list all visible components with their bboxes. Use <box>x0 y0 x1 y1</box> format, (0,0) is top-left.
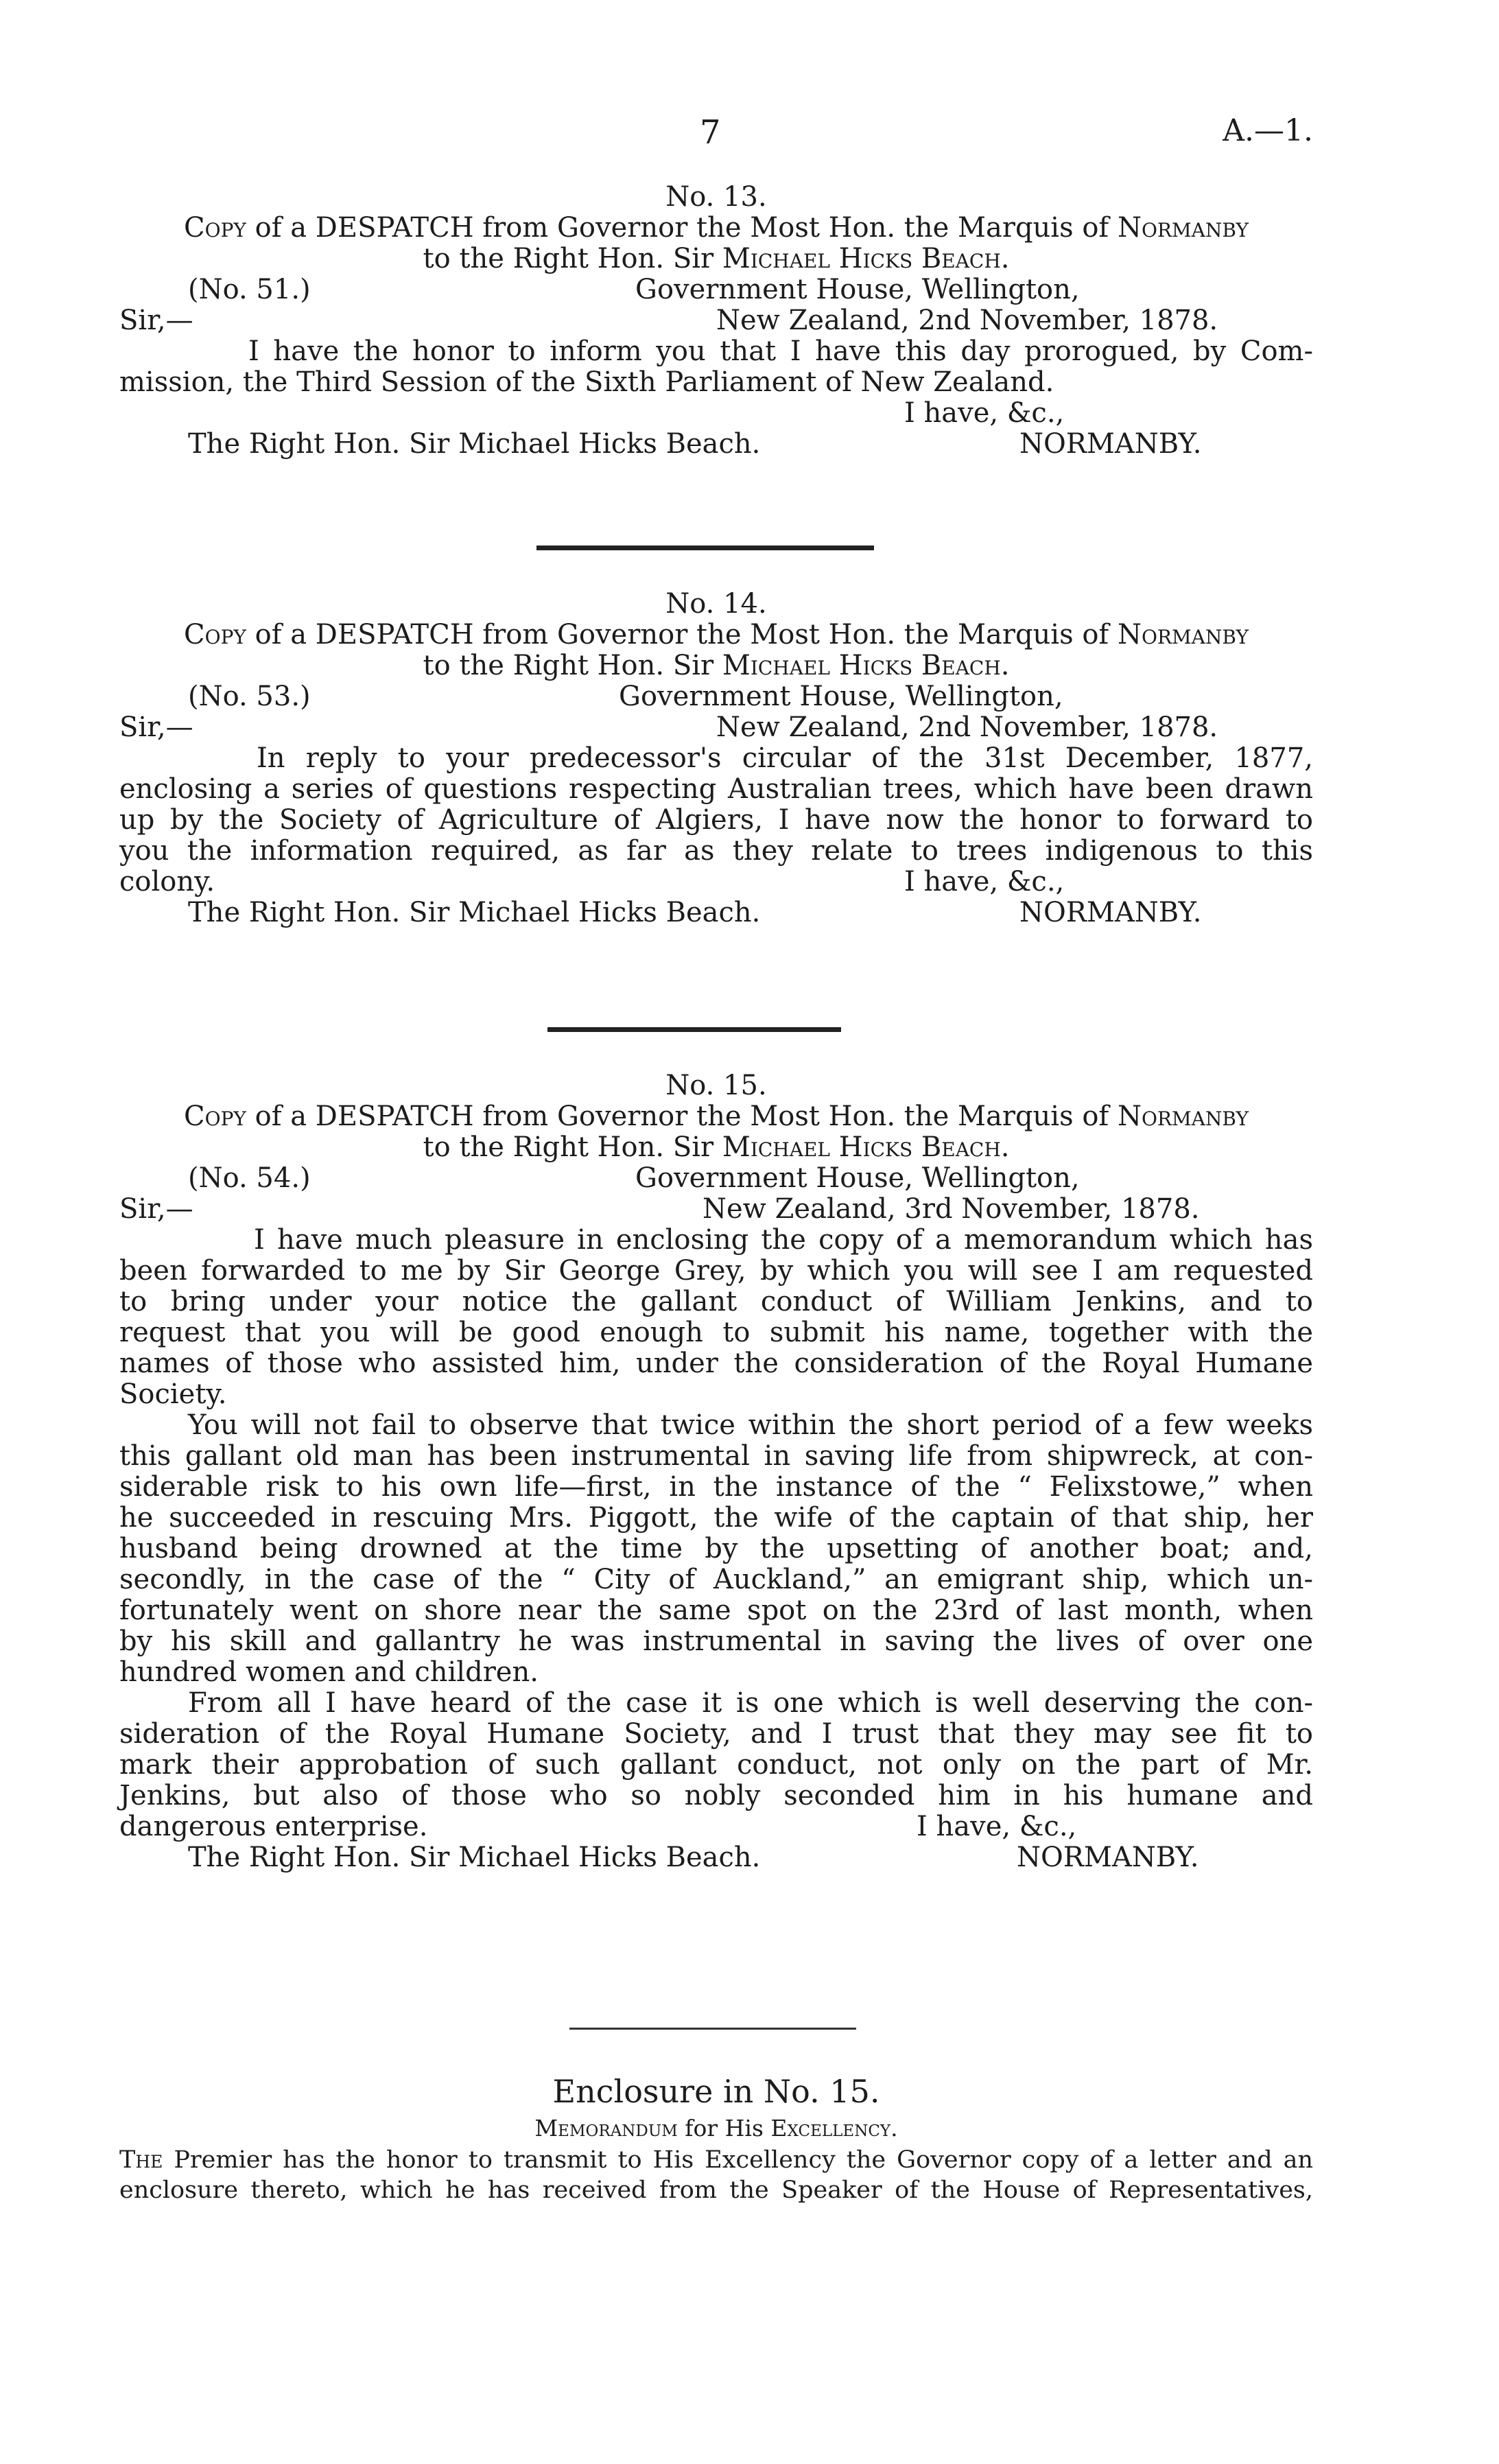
body-line: secondly, in the case of the “ City of Auckland,” an emigrant ship, which un- <box>119 1564 1313 1595</box>
salutation-line <box>119 305 1313 336</box>
section-divider <box>547 1027 841 1032</box>
signature-line <box>119 1842 1313 1873</box>
despatch-number: No. 15. <box>665 1070 767 1101</box>
body-line: Jenkins, but also of those who so nobly seconded him in his humane and <box>119 1780 1313 1811</box>
salutation: Sir,— <box>119 305 193 336</box>
reference-line <box>119 1163 1313 1194</box>
signature-line <box>119 897 1313 928</box>
signature-line <box>119 429 1313 460</box>
body-last-line: colony. <box>119 866 215 897</box>
memorandum-heading: Memorandum for His Excellency. <box>534 2115 898 2142</box>
closing: I have, &c., <box>904 866 1065 897</box>
body-line: husband being drowned at the time by the upsetting of another boat; and, <box>119 1533 1313 1564</box>
closing-line <box>119 398 1313 429</box>
body-line: by his skill and gallantry he was instrumental in saving the lives of over one <box>119 1626 1313 1657</box>
despatch-ref: (No. 54.) <box>188 1162 311 1194</box>
address-line1: Government House, Wellington, <box>635 1162 1080 1194</box>
body-line: been forwarded to me by Sir George Grey, by which you will see I am requested <box>119 1255 1313 1287</box>
body-line: request that you will be good enough to submit his name, together with the <box>119 1317 1313 1348</box>
despatch-title: Copy of a DESPATCH from Governor the Most Hon. the Marquis of Normanby <box>184 212 1249 244</box>
closing-line <box>119 867 1313 897</box>
despatch-13 <box>119 182 1313 460</box>
despatch-title-line2: to the Right Hon. Sir Michael Hicks Beach. <box>423 243 1010 274</box>
addressee: The Right Hon. Sir Michael Hicks Beach. <box>188 1842 761 1873</box>
memorandum-line: enclosure thereto, which he has received from the Speaker of the House of Representatives, <box>119 2176 1313 2204</box>
body-line: Society. <box>119 1378 227 1410</box>
closing: I have, &c., <box>904 397 1065 429</box>
body-line: You will not fail to observe that twice within the short period of a few weeks <box>188 1409 1313 1441</box>
enclosure <box>119 2071 1313 2205</box>
enclosure-title: Enclosure in No. 15. <box>552 2073 880 2110</box>
body-line: this gallant old man has been instrumental in saving life from shipwreck, at con- <box>119 1440 1313 1472</box>
signature: NORMANBY. <box>1019 897 1202 928</box>
address-line2: New Zealand, 2nd November, 1878. <box>716 305 1218 336</box>
addressee: The Right Hon. Sir Michael Hicks Beach. <box>188 428 761 460</box>
despatch-title: Copy of a DESPATCH from Governor the Most Hon. the Marquis of Normanby <box>184 1101 1249 1132</box>
closing: I have, &c., <box>917 1811 1077 1842</box>
body-line: names of those who assisted him, under the consideration of the Royal Humane <box>119 1348 1313 1379</box>
despatch-ref: (No. 51.) <box>188 274 311 305</box>
body-line: mark their approbation of such gallant conduct, not only on the part of Mr. <box>119 1749 1313 1781</box>
despatch-14 <box>119 589 1313 928</box>
salutation-line <box>119 1194 1313 1225</box>
despatch-number: No. 14. <box>665 588 767 620</box>
despatch-number: No. 13. <box>665 181 767 213</box>
body-last-line: dangerous enterprise. <box>119 1811 428 1842</box>
section-divider <box>536 545 874 550</box>
salutation: Sir,— <box>119 712 193 743</box>
address-line2: New Zealand, 3rd November, 1878. <box>703 1193 1200 1225</box>
body-line: up by the Society of Agriculture of Algiers, I have now the honor to forward to <box>119 804 1313 836</box>
body-line: sideration of the Royal Humane Society, and I trust that they may see fit to <box>119 1718 1313 1750</box>
salutation: Sir,— <box>119 1193 193 1225</box>
page-number: 7 <box>700 113 721 152</box>
section-divider <box>569 2028 856 2030</box>
body-line: to bring under your notice the gallant conduct of William Jenkins, and to <box>119 1286 1313 1317</box>
body-line: fortunately went on shore near the same spot on the 23rd of last month, when <box>119 1595 1313 1626</box>
closing-line <box>119 1811 1313 1842</box>
document-reference: A.—1. <box>1223 113 1313 148</box>
signature: NORMANBY. <box>1019 428 1202 460</box>
despatch-title-line2: to the Right Hon. Sir Michael Hicks Beach. <box>423 1131 1010 1163</box>
body-line: In reply to your predecessor's circular of the 31st December, 1877, <box>257 742 1313 774</box>
despatch-title: Copy of a DESPATCH from Governor the Most Hon. the Marquis of Normanby <box>184 619 1249 650</box>
body-line: you the information required, as far as they relate to trees indigenous to this <box>119 835 1313 867</box>
address-line2: New Zealand, 2nd November, 1878. <box>716 712 1218 743</box>
address-line1: Government House, Wellington, <box>619 681 1063 712</box>
body-line: siderable risk to his own life—first, in the instance of the “ Felixstowe,” when <box>119 1471 1313 1503</box>
address-line1: Government House, Wellington, <box>635 274 1080 305</box>
body-line: I have the honor to inform you that I have this day prorogued, by Com- <box>248 336 1313 367</box>
memorandum-line: The Premier has the honor to transmit to His Excellency the Governor copy of a letter and an <box>119 2146 1313 2174</box>
body-line: enclosing a series of questions respecting Australian trees, which have been drawn <box>119 773 1313 805</box>
body-line: mission, the Third Session of the Sixth Parliament of New Zealand. <box>119 366 1054 398</box>
despatch-title-line2: to the Right Hon. Sir Michael Hicks Beach. <box>423 650 1010 681</box>
page-header <box>119 113 1313 154</box>
signature: NORMANBY. <box>1017 1842 1199 1873</box>
body-line: he succeeded in rescuing Mrs. Piggott, the wife of the captain of that ship, her <box>119 1502 1313 1534</box>
salutation-line <box>119 712 1313 743</box>
body-line: hundred women and children. <box>119 1656 539 1688</box>
reference-line <box>119 274 1313 305</box>
body-line: I have much pleasure in enclosing the copy of a memorandum which has <box>254 1224 1313 1256</box>
despatch-15 <box>119 1070 1313 1873</box>
despatch-ref: (No. 53.) <box>188 681 311 712</box>
body-line: From all I have heard of the case it is one which is well deserving the con- <box>188 1687 1313 1719</box>
addressee: The Right Hon. Sir Michael Hicks Beach. <box>188 897 761 928</box>
reference-line <box>119 681 1313 712</box>
